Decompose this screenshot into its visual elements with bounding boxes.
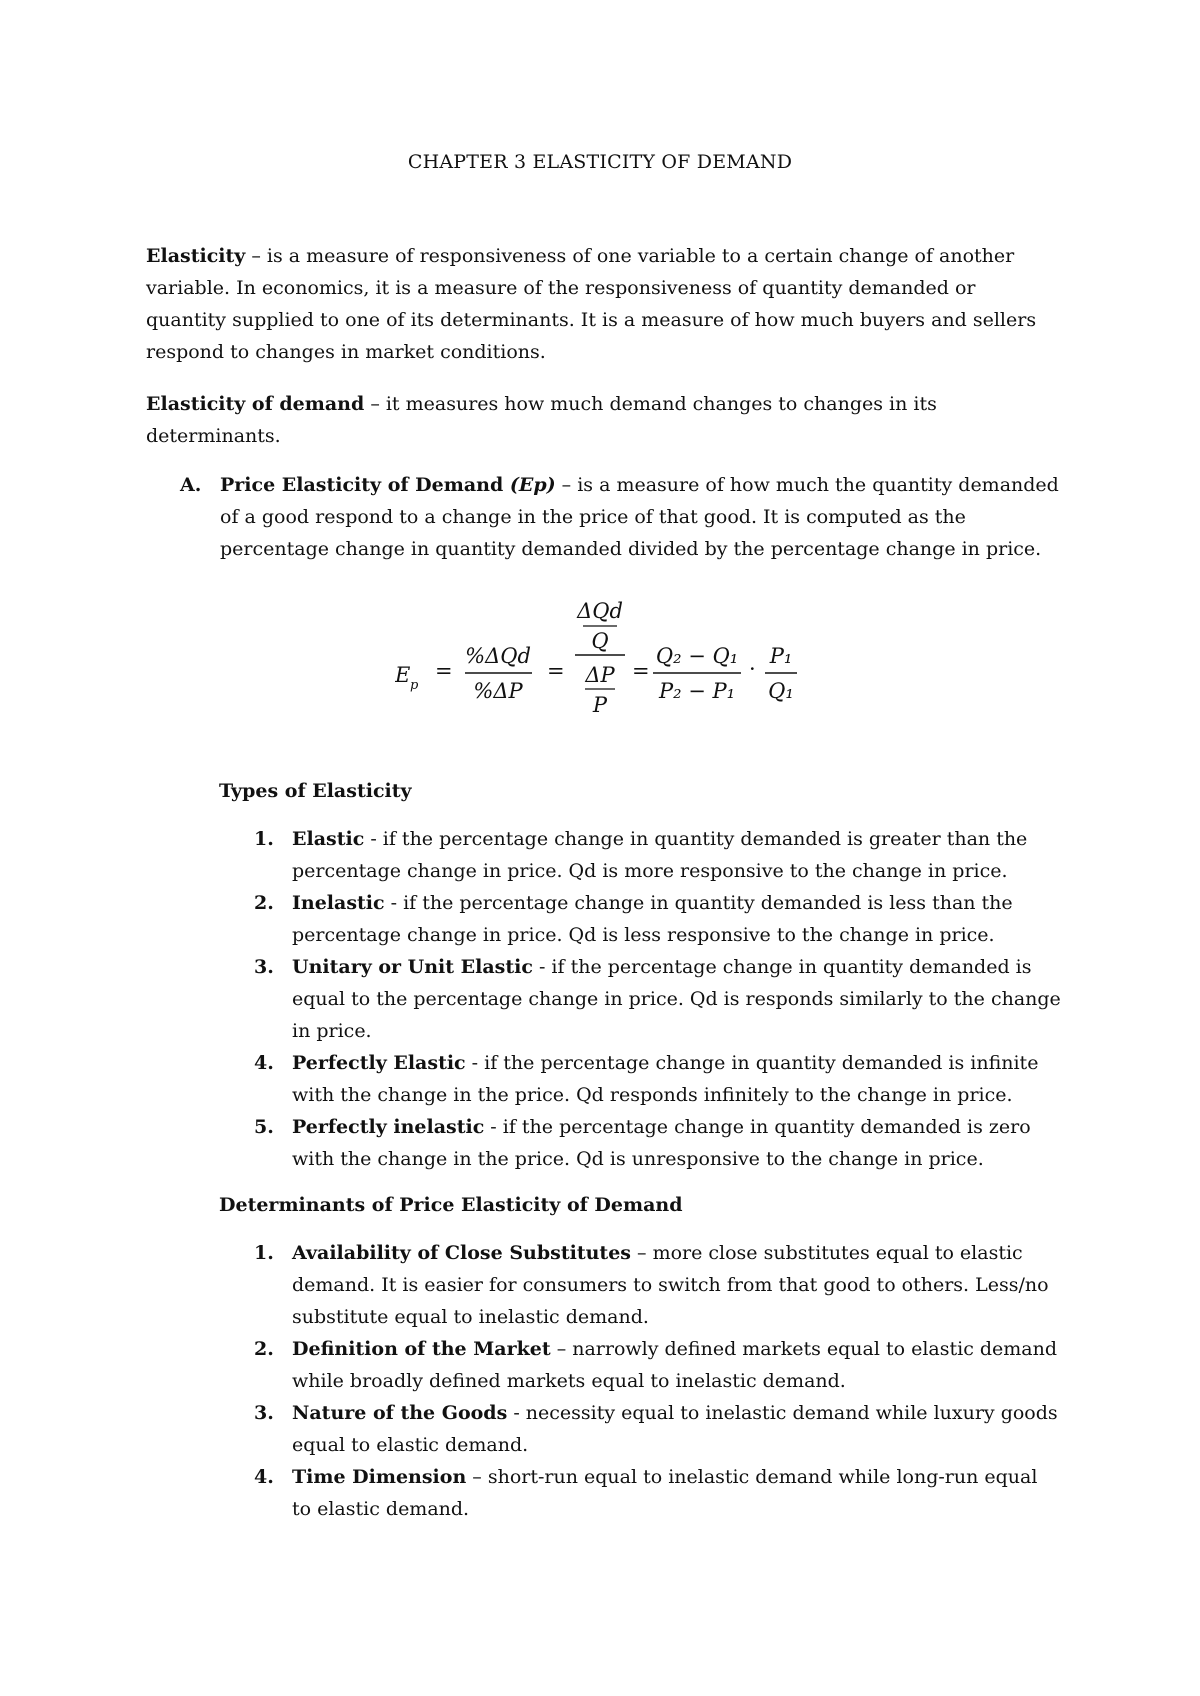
formula-frac2-den-top: ΔP	[585, 663, 615, 687]
list-item-term: Definition of the Market	[292, 1338, 551, 1360]
list-item-term: Elastic	[292, 828, 365, 850]
list-item-term: Unitary or Unit Elastic	[292, 956, 533, 978]
elasticity-of-demand-definition	[146, 388, 1066, 452]
list-item	[219, 1461, 1069, 1525]
list-item	[219, 1237, 1069, 1333]
list-item	[219, 951, 1069, 1047]
list-item	[219, 887, 1069, 951]
list-item	[219, 1397, 1069, 1461]
elasticity-line-2: variable. In economics, it is a measure of the responsiveness of quantity demanded or	[146, 277, 976, 299]
formula-eq-3: =	[632, 659, 650, 683]
elasticity-line-3: quantity supplied to one of its determinants. It is a measure of how much buyers and sellers	[146, 309, 1037, 331]
formula-frac1-num: %ΔQd	[465, 644, 531, 668]
list-item-text: - if the percentage change in quantity demanded is infinite	[465, 1052, 1039, 1074]
types-heading: Types of Elasticity	[219, 780, 412, 802]
elasticity-definition	[146, 240, 1066, 368]
list-item	[219, 1333, 1069, 1397]
list-item-text: with the change in the price. Qd responds infinitely to the change in price.	[292, 1084, 1013, 1106]
list-item-number: 4.	[254, 1466, 274, 1488]
elasticity-line-4: respond to changes in market conditions.	[146, 341, 546, 363]
list-item-number: 2.	[254, 1338, 274, 1360]
list-item-number: 3.	[254, 956, 274, 978]
list-item-text: - if the percentage change in quantity demanded is	[532, 956, 1032, 978]
formula-frac4-den: Q₁	[768, 679, 794, 703]
formula-eq-2: =	[547, 659, 565, 683]
list-item-text: - necessity equal to inelastic demand while luxury goods	[507, 1402, 1058, 1424]
list-item-text: in price.	[292, 1020, 372, 1042]
formula-frac2-den-bottom: P	[592, 693, 608, 717]
formula-frac3-den: P₂ − P₁	[658, 679, 736, 703]
list-item-term: Availability of Close Substitutes	[292, 1242, 631, 1264]
formula-lhs-sub: p	[410, 678, 419, 693]
elasticity-of-demand-line-1: – it measures how much demand changes to changes in its	[364, 393, 937, 415]
list-item-text: while broadly defined markets equal to inelastic demand.	[292, 1370, 846, 1392]
formula-frac2-num-top: ΔQd	[577, 599, 623, 623]
price-elasticity-line-1: – is a measure of how much the quantity demanded	[555, 474, 1059, 496]
list-item-number: 4.	[254, 1052, 274, 1074]
price-elasticity-section	[180, 469, 1070, 565]
list-item-number: 3.	[254, 1402, 274, 1424]
list-item-term: Perfectly inelastic	[292, 1116, 485, 1138]
elasticity-of-demand-line-2: determinants.	[146, 425, 281, 447]
determinants-heading: Determinants of Price Elasticity of Demand	[219, 1194, 683, 1216]
section-marker: A.	[180, 474, 202, 496]
list-item-text: equal to the percentage change in price. Qd is responds similarly to the change	[292, 988, 1061, 1010]
list-item-text: – short-run equal to inelastic demand while long-run equal	[466, 1466, 1038, 1488]
price-elasticity-line-3: percentage change in quantity demanded divided by the percentage change in price.	[220, 538, 1042, 560]
formula-frac3-num: Q₂ − Q₁	[655, 644, 739, 668]
list-item-number: 1.	[254, 1242, 274, 1264]
page-title: CHAPTER 3 ELASTICITY OF DEMAND	[407, 151, 793, 173]
list-item-text: – more close substitutes equal to elastic	[630, 1242, 1023, 1264]
list-item-text: equal to elastic demand.	[292, 1434, 529, 1456]
price-elasticity-line-2: of a good respond to a change in the price of that good. It is computed as the	[220, 506, 966, 528]
elasticity-line-1: – is a measure of responsiveness of one variable to a certain change of another	[245, 245, 1015, 267]
list-item-number: 5.	[254, 1116, 274, 1138]
list-item-term: Time Dimension	[292, 1466, 467, 1488]
formula-svg	[395, 596, 805, 746]
list-item-term: Nature of the Goods	[292, 1402, 508, 1424]
types-list	[219, 823, 1069, 1175]
list-item-text: - if the percentage change in quantity demanded is greater than the	[364, 828, 1028, 850]
list-item	[219, 823, 1069, 887]
list-item-text: demand. It is easier for consumers to switch from that good to others. Less/no	[292, 1274, 1049, 1296]
formula-eq-1: =	[435, 659, 453, 683]
list-item-text: – narrowly defined markets equal to elastic demand	[550, 1338, 1058, 1360]
list-item-text: percentage change in price. Qd is more responsive to the change in price.	[292, 860, 1008, 882]
elasticity-term: Elasticity	[146, 245, 246, 267]
formula-frac2-num-bottom: Q	[591, 629, 609, 653]
elasticity-formula	[395, 596, 805, 746]
list-item-term: Inelastic	[292, 892, 385, 914]
formula-lhs: E	[395, 663, 411, 687]
determinants-list	[219, 1237, 1069, 1525]
list-item	[219, 1047, 1069, 1111]
formula-frac1-den: %ΔP	[473, 679, 523, 703]
list-item-term: Perfectly Elastic	[292, 1052, 466, 1074]
formula-frac4-num: P₁	[769, 644, 793, 668]
list-item-text: substitute equal to inelastic demand.	[292, 1306, 649, 1328]
list-item-text: percentage change in price. Qd is less responsive to the change in price.	[292, 924, 995, 946]
list-item-text: - if the percentage change in quantity demanded is zero	[484, 1116, 1031, 1138]
price-elasticity-term: Price Elasticity of Demand	[220, 474, 510, 496]
formula-dot: ·	[749, 657, 756, 681]
list-item	[219, 1111, 1069, 1175]
list-item-number: 1.	[254, 828, 274, 850]
elasticity-of-demand-term: Elasticity of demand	[146, 393, 365, 415]
list-item-number: 2.	[254, 892, 274, 914]
list-item-text: - if the percentage change in quantity demanded is less than the	[384, 892, 1013, 914]
price-elasticity-abbr: (Ep)	[509, 474, 556, 496]
list-item-text: with the change in the price. Qd is unresponsive to the change in price.	[292, 1148, 984, 1170]
list-item-text: to elastic demand.	[292, 1498, 470, 1520]
